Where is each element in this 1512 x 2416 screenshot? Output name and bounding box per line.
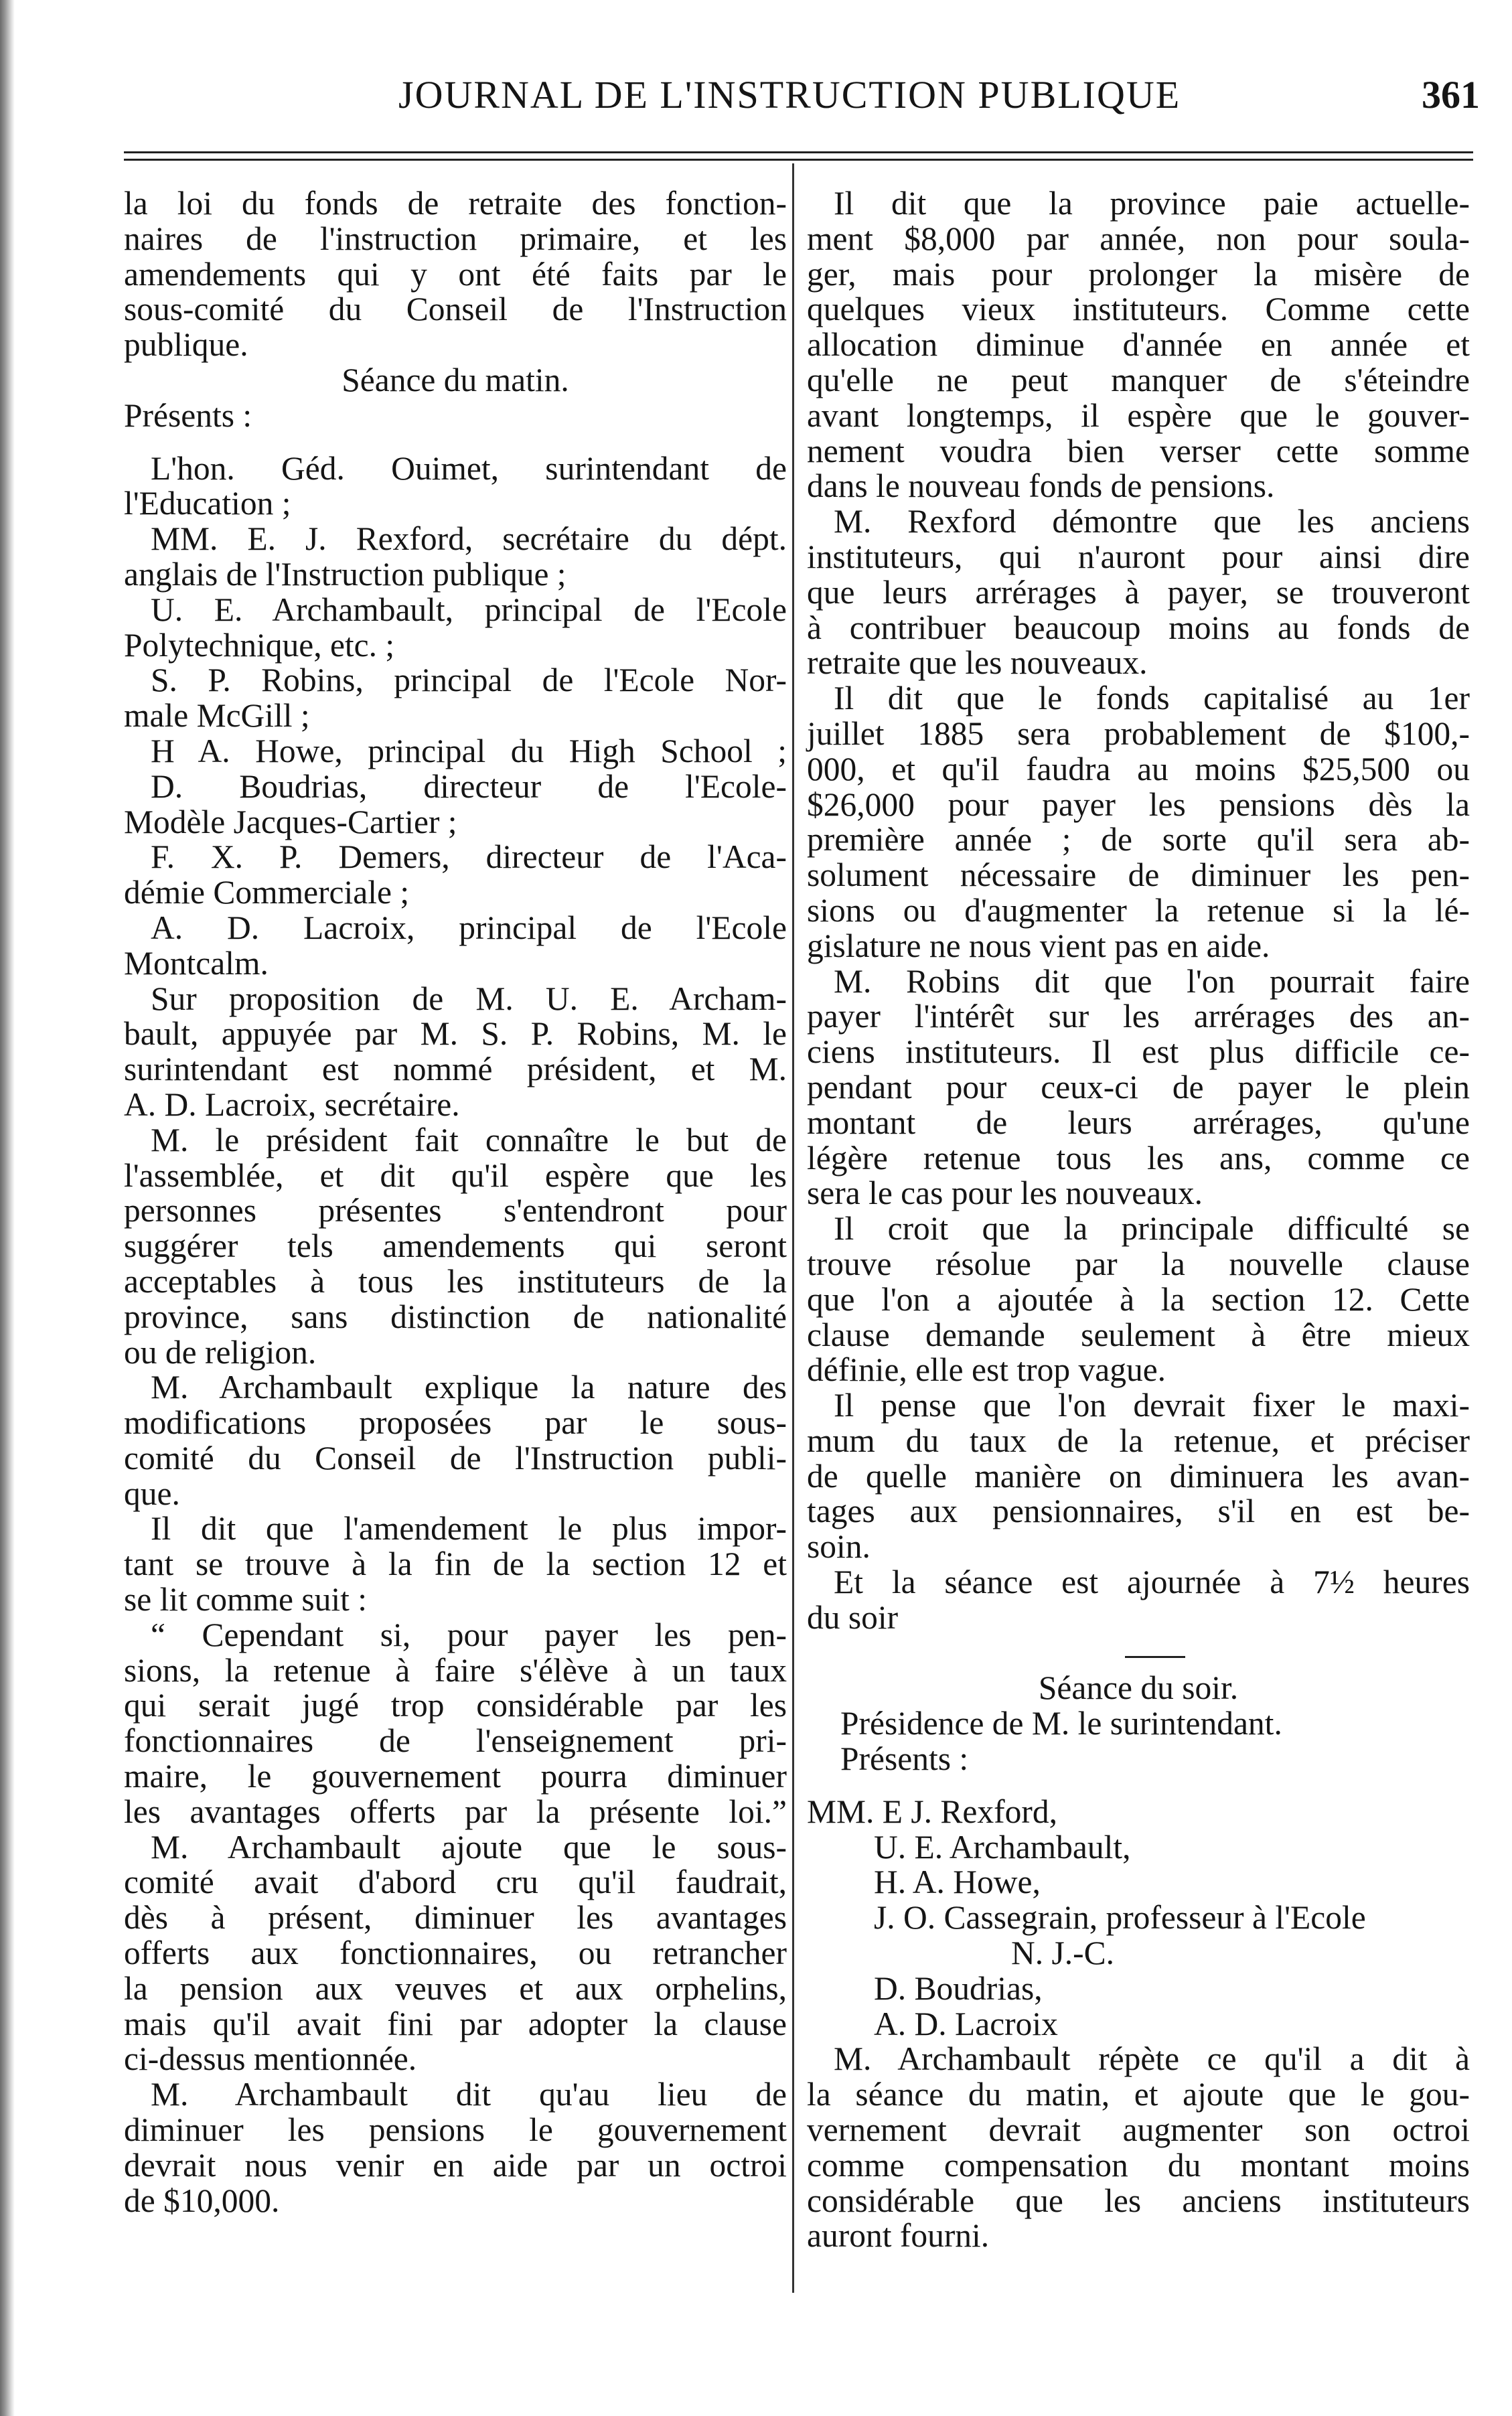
page-number: 361 [1422,73,1480,117]
text-line: MM. E J. Rexford, [807,1793,1057,1830]
text-line: U. E. Archambault, principal de l'Ecole [151,591,787,628]
text-line: naires de l'instruction primaire, et les [124,220,787,257]
text-line: Montcalm. [124,944,269,982]
text-line: acceptables à tous les instituteurs de la [124,1262,787,1300]
text-line: suggérer tels amendements qui seront [124,1227,787,1265]
text-line: devrait nous venir en aide par un octroi [124,2146,787,2184]
text-line: Sur proposition de M. U. E. Archam- [151,980,787,1017]
spacer [124,434,787,451]
text-line: Il dit que l'amendement le plus impor- [151,1510,787,1547]
text-line: que l'on a ajoutée à la section 12. Cette [807,1280,1470,1318]
text-line: instituteurs, qui n'auront pour ainsi dire [807,538,1470,575]
text-line: anglais de l'Instruction publique ; [124,555,566,593]
text-line: ci-dessus mentionnée. [124,2040,417,2078]
text-line: se lit comme suit : [124,1581,367,1618]
text-line: auront fourni. [807,2217,990,2255]
text-line: vernement devrait augmenter son octroi [807,2111,1470,2149]
text-line: ment $8,000 par année, non pour soula- [807,220,1470,257]
text-line: amendements qui y ont été faits par le [124,255,787,293]
text-line: tages aux pensionnaires, s'il en est be- [807,1493,1470,1530]
text-line: considérable que les anciens instituteurs [807,2182,1470,2219]
text-line: de quelle manière on diminuera les avan- [807,1457,1470,1495]
text-line: montant de leurs arrérages, qu'une [807,1104,1470,1141]
text-line: Présents : [124,396,252,434]
text-line: ciens instituteurs. Il est plus difficile ce- [807,1033,1470,1071]
text-line: dans le nouveau fonds de pensions. [807,467,1275,505]
text-line: Il dit que la province paie actuelle- [834,185,1470,222]
text-line: H. A. Howe, [874,1864,1041,1901]
text-line: Il pense que l'on devrait fixer le maxi- [834,1387,1470,1424]
text-line: bault, appuyée par M. S. P. Robins, M. le [124,1015,787,1053]
text-line: MM. E. J. Rexford, secrétaire du dépt. [151,520,787,558]
text-line: qu'elle ne peut manquer de s'éteindre [807,361,1470,398]
column-divider [792,163,794,2293]
text-line: Polytechnique, etc. ; [124,626,395,664]
text-line: modifications proposées par le sous- [124,1404,787,1442]
section-heading: Séance du soir. [1038,1669,1239,1707]
text-line: sera le cas pour les nouveaux. [807,1175,1203,1212]
text-line: ger, mais pour prolonger la misère de [807,255,1470,293]
text-line: avant longtemps, il espère que le gouver- [807,396,1470,434]
text-line: de $10,000. [124,2182,280,2219]
text-line: sions ou d'augmenter la retenue si la lé- [807,891,1470,929]
text-line: à contribuer beaucoup moins au fonds de [807,609,1470,646]
text-line: quelques vieux instituteurs. Comme cette [807,291,1470,328]
text-line: surintendant est nommé président, et M. [124,1051,787,1088]
text-line: maire, le gouvernement pourra diminuer [124,1758,787,1795]
text-line: mais qu'il avait fini par adopter la clause [124,2005,787,2042]
text-line: Présents : [840,1740,969,1778]
text-line: Présidence de M. le surintendant. [840,1705,1282,1742]
text-line: sous-comité du Conseil de l'Instruction [124,291,787,328]
text-line: M. Archambault ajoute que le sous- [151,1828,787,1866]
text-line: “ Cependant si, pour payer les pen- [151,1616,787,1653]
section-rule [807,1636,1470,1671]
text-line: légère retenue tous les ans, comme ce [807,1139,1470,1177]
text-line: juillet 1885 sera probablement de $100,- [807,714,1470,752]
text-line: démie Commerciale ; [124,874,410,911]
text-line: A. D. Lacroix, secrétaire. [124,1085,460,1123]
text-line: M. Archambault explique la nature des [151,1369,787,1406]
section-heading: Séance du matin. [342,361,569,398]
text-line: D. Boudrias, [874,1969,1043,2007]
text-line: que. [124,1475,180,1512]
text-line: S. P. Robins, principal de l'Ecole Nor- [151,662,787,699]
text-line: solument nécessaire de diminuer les pen- [807,856,1470,894]
text-line: 000, et qu'il faudra au moins $25,500 ou [807,750,1470,787]
text-line: Il dit que le fonds capitalisé au 1er [834,680,1470,717]
text-line: les avantages offerts par la présente loi.” [124,1793,787,1830]
text-line: la séance du matin, et ajoute que le gou- [807,2076,1470,2113]
text-line: F. X. P. Demers, directeur de l'Aca- [151,838,787,876]
text-line: qui serait jugé trop considérable par les [124,1687,787,1724]
text-line: L'hon. Géd. Ouimet, surintendant de [151,449,787,487]
text-line: du soir [807,1598,899,1636]
text-line: $26,000 pour payer les pensions dès la [807,785,1470,823]
text-line: comité du Conseil de l'Instruction publi- [124,1439,787,1477]
page-edge-shadow [0,0,15,2416]
text-line: nement voudra bien verser cette somme [807,432,1470,469]
left-column [124,186,787,2218]
text-line: la pension aux veuves et aux orphelins, [124,1969,787,2007]
page-header [121,72,1480,126]
text-line: personnes présentes s'entendront pour [124,1192,787,1229]
text-line: dès à présent, diminuer les avantages [124,1899,787,1937]
text-line: M. Rexford démontre que les anciens [834,503,1470,540]
text-line: A. D. Lacroix, principal de l'Ecole [151,909,787,946]
text-line: M. Robins dit que l'on pourrait faire [834,962,1470,1000]
text-line: offerts aux fonctionnaires, ou retrancher [124,1935,787,1972]
text-line: tant se trouve à la fin de la section 12 et [124,1545,787,1583]
text-line: Modèle Jacques-Cartier ; [124,803,457,840]
text-line: M. Archambault dit qu'au lieu de [151,2076,787,2113]
text-line: comme compensation du montant moins [807,2146,1470,2184]
text-line: fonctionnaires de l'enseignement pri- [124,1722,787,1760]
text-line: N. J.-C. [1011,1935,1115,1972]
text-line: définie, elle est trop vague. [807,1351,1166,1389]
text-line: allocation diminue d'année en année et [807,326,1470,364]
text-line: publique. [124,326,248,364]
text-line: l'assemblée, et dit qu'il espère que les [124,1156,787,1194]
text-line: trouve résolue par la nouvelle clause [807,1245,1470,1282]
text-line: J. O. Cassegrain, professeur à l'Ecole [874,1899,1366,1937]
text-line: première année ; de sorte qu'il sera ab- [807,821,1470,858]
text-line: mum du taux de la retenue, et préciser [807,1422,1470,1459]
text-line: M. le président fait connaître le but de [151,1121,787,1158]
text-line: que leurs arrérages à payer, se trouveront [807,573,1470,611]
text-line: l'Education ; [124,485,291,522]
text-line: H A. Howe, principal du High School ; [151,732,787,769]
text-line: gislature ne nous vient pas en aide. [807,927,1270,964]
text-line: payer l'intérêt sur les arrérages des an- [807,998,1470,1035]
header-double-rule [124,151,1473,161]
text-line: A. D. Lacroix [874,2005,1058,2042]
text-line: pendant pour ceux-ci de payer le plein [807,1068,1470,1106]
text-line: soin. [807,1528,871,1566]
text-line: sions, la retenue à faire s'élève à un taux [124,1651,787,1689]
spacer [807,1777,1470,1795]
text-line: retraite que les nouveaux. [807,644,1148,682]
text-line: comité avait d'abord cru qu'il faudrait, [124,1864,787,1901]
text-line: la loi du fonds de retraite des fonction- [124,185,787,222]
text-line: M. Archambault répète ce qu'il a dit à [834,2040,1470,2078]
running-head: JOURNAL DE L'INSTRUCTION PUBLIQUE [398,73,1181,117]
text-line: province, sans distinction de nationalité [124,1298,787,1335]
text-line: clause demande seulement à être mieux [807,1316,1470,1353]
text-line: male McGill ; [124,697,310,735]
text-line: ou de religion. [124,1333,317,1371]
text-line: Il croit que la principale difficulté se [834,1210,1470,1248]
text-line: diminuer les pensions le gouvernement [124,2111,787,2149]
right-column [807,186,1470,2254]
text-line: Et la séance est ajournée à 7½ heures [834,1564,1470,1601]
text-line: D. Boudrias, directeur de l'Ecole- [151,767,787,805]
text-line: U. E. Archambault, [874,1828,1131,1866]
